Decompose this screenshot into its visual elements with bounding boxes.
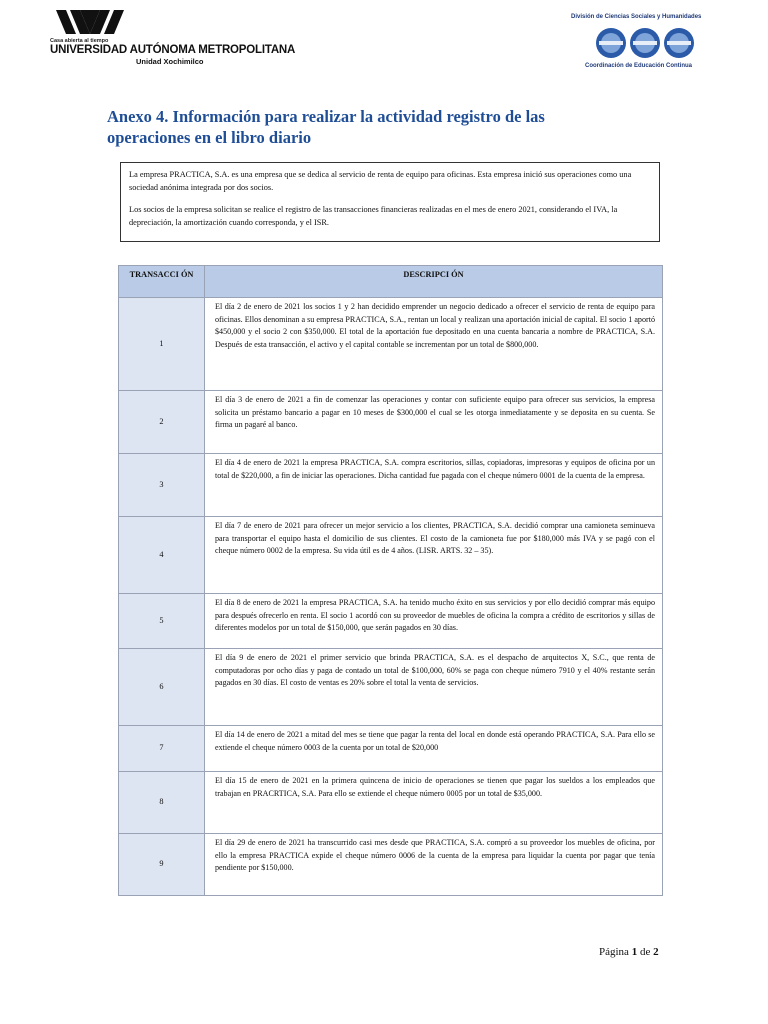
table-row xyxy=(119,834,663,896)
division-logo xyxy=(565,10,725,72)
transaction-description: El día 3 de enero de 2021 a fin de comenzar las operaciones y contar con suficiente equipo para ofrecer sus servicios, la empresa solicita un préstamo bancario a pagar en 10 meses de $300,000 el cual se les otorga inmediatamente y se deposita en su cuenta. Se firma un pagaré al banco. xyxy=(205,391,663,454)
page-label: Página xyxy=(599,946,629,958)
transaction-number: 3 xyxy=(119,454,205,517)
transaction-number: 8 xyxy=(119,772,205,834)
transaction-number: 2 xyxy=(119,391,205,454)
table-row xyxy=(119,772,663,834)
header-transaction: TRANSACCI ÓN xyxy=(119,266,205,298)
table-header-row xyxy=(119,266,663,298)
transaction-description: El día 4 de enero de 2021 la empresa PRACTICA, S.A. compra escritorios, sillas, copiadoras, impresoras y equipos de oficina por un total de $220,000, a fin de iniciar las operaciones. Dicha cantidad fue pagada con el cheque número 0001 de la cuenta de la empresa. xyxy=(205,454,663,517)
of-label: de xyxy=(639,946,651,958)
intro-box xyxy=(120,162,660,242)
division-name: División de Ciencias Sociales y Humanidades xyxy=(571,14,702,20)
transaction-description: El día 7 de enero de 2021 para ofrecer un mejor servicio a los clientes, PRACTICA, S.A. decidió comprar una camioneta seminueva para transportar el equipo hasta el domicilio de sus clientes. El costo de la camioneta fue por $180,000 más IVA y se pagó con el cheque número 0002 de la empresa. Su vida útil es de 4 años. (LISR. ARTS. 32 – 35). xyxy=(205,517,663,594)
uam-logo xyxy=(50,8,296,66)
intro-paragraph-1: La empresa PRACTICA, S.A. es una empresa que se dedica al servicio de renta de equipo para oficinas. Esta empresa inició sus operaciones como una sociedad anónima integrada por dos socios. xyxy=(129,170,632,192)
transaction-number: 1 xyxy=(119,298,205,391)
uam-emblem-icon xyxy=(54,8,126,36)
uam-name: UNIVERSIDAD AUTÓNOMA METROPOLITANA xyxy=(50,44,296,56)
uam-tagline: Casa abierta al tiempo xyxy=(50,38,109,44)
transactions-table xyxy=(118,265,663,896)
table-row xyxy=(119,454,663,517)
table-row xyxy=(119,726,663,772)
total-pages: 2 xyxy=(653,946,659,958)
transaction-number: 7 xyxy=(119,726,205,772)
transaction-number: 6 xyxy=(119,649,205,726)
transaction-number: 4 xyxy=(119,517,205,594)
uam-unit: Unidad Xochimilco xyxy=(136,57,204,66)
transaction-number: 9 xyxy=(119,834,205,896)
transaction-description: El día 29 de enero de 2021 ha transcurrido casi mes desde que PRACTICA, S.A. compró a su proveedor los muebles de oficina, por ello la empresa PRACTICA expide el cheque número 0006 de la cuenta de la empresa para liquidar la cuenta por pagar que tenía pendiente por $150,000. xyxy=(205,834,663,896)
transaction-description: El día 8 de enero de 2021 la empresa PRACTICA, S.A. ha tenido mucho éxito en sus servicios y por ello decidió comprar más equipo para después ofrecerlo en renta. El socio 1 acordó con su proveedor de muebles de oficina la compra a crédito de escritorios y sillas de diferentes modelos por un total de $150,000, que serán pagados en 30 días. xyxy=(205,594,663,649)
page-title: Anexo 4. Información para realizar la actividad registro de las operaciones en el libro diario xyxy=(107,107,545,147)
transaction-description: El día 9 de enero de 2021 el primer servicio que brinda PRACTICA, S.A. es el despacho de arquitectos X, S.C., que renta de computadoras por ocho días y paga de contado un total de $100,000, 60% se paga con cheque número 7910 y el 40% restante serán pagados en 30 días. El costo de ventas es 20% sobre el total la venta de servicios. xyxy=(205,649,663,726)
table-row xyxy=(119,391,663,454)
page-header xyxy=(0,0,768,80)
table-row xyxy=(119,594,663,649)
transaction-number: 5 xyxy=(119,594,205,649)
transaction-description: El día 14 de enero de 2021 a mitad del mes se tiene que pagar la renta del local en donde está operando PRACTICA, S.A. Para ello se extiende el cheque número 0003 de la cuenta por un total de $20,000 xyxy=(205,726,663,772)
coordination-name: Coordinación de Educación Continua xyxy=(585,63,693,69)
transaction-description: El día 15 de enero de 2021 en la primera quincena de inicio de operaciones se tienen que pagar los sueldos a los empleados que trabajan en PRACRTICA, S.A. Para ello se extiende el cheque número 0005 por un total de $35,000. xyxy=(205,772,663,834)
page-footer xyxy=(599,946,659,958)
division-circles-icon xyxy=(595,24,695,62)
intro-paragraph-2: Los socios de la empresa solicitan se realice el registro de las transacciones financieras realizadas en el mes de enero 2021, considerando el IVA, la depreciación, la amortización cuando corresponda, y el ISR. xyxy=(129,205,618,227)
current-page: 1 xyxy=(631,946,638,958)
transaction-description: El día 2 de enero de 2021 los socios 1 y 2 han decidido emprender un negocio dedicado a ofrecer el servicio de renta de equipo para oficinas. Ellos denominan a su empresa PRACTICA, S.A., rentan un local y realizan una aportación inicial de capital. El socio 1 aportó $450,000 y el socio 2 con $350,000. El total de la aportación fue depositado en una cuenta bancaria a nombre de PRACTICA, S.A. Después de esta transacción, el activo y el capital contable se incrementan por un total de $800,000. xyxy=(205,298,663,391)
header-description: DESCRIPCI ÓN xyxy=(205,266,663,298)
table-row xyxy=(119,649,663,726)
table-row xyxy=(119,517,663,594)
table-row xyxy=(119,298,663,391)
